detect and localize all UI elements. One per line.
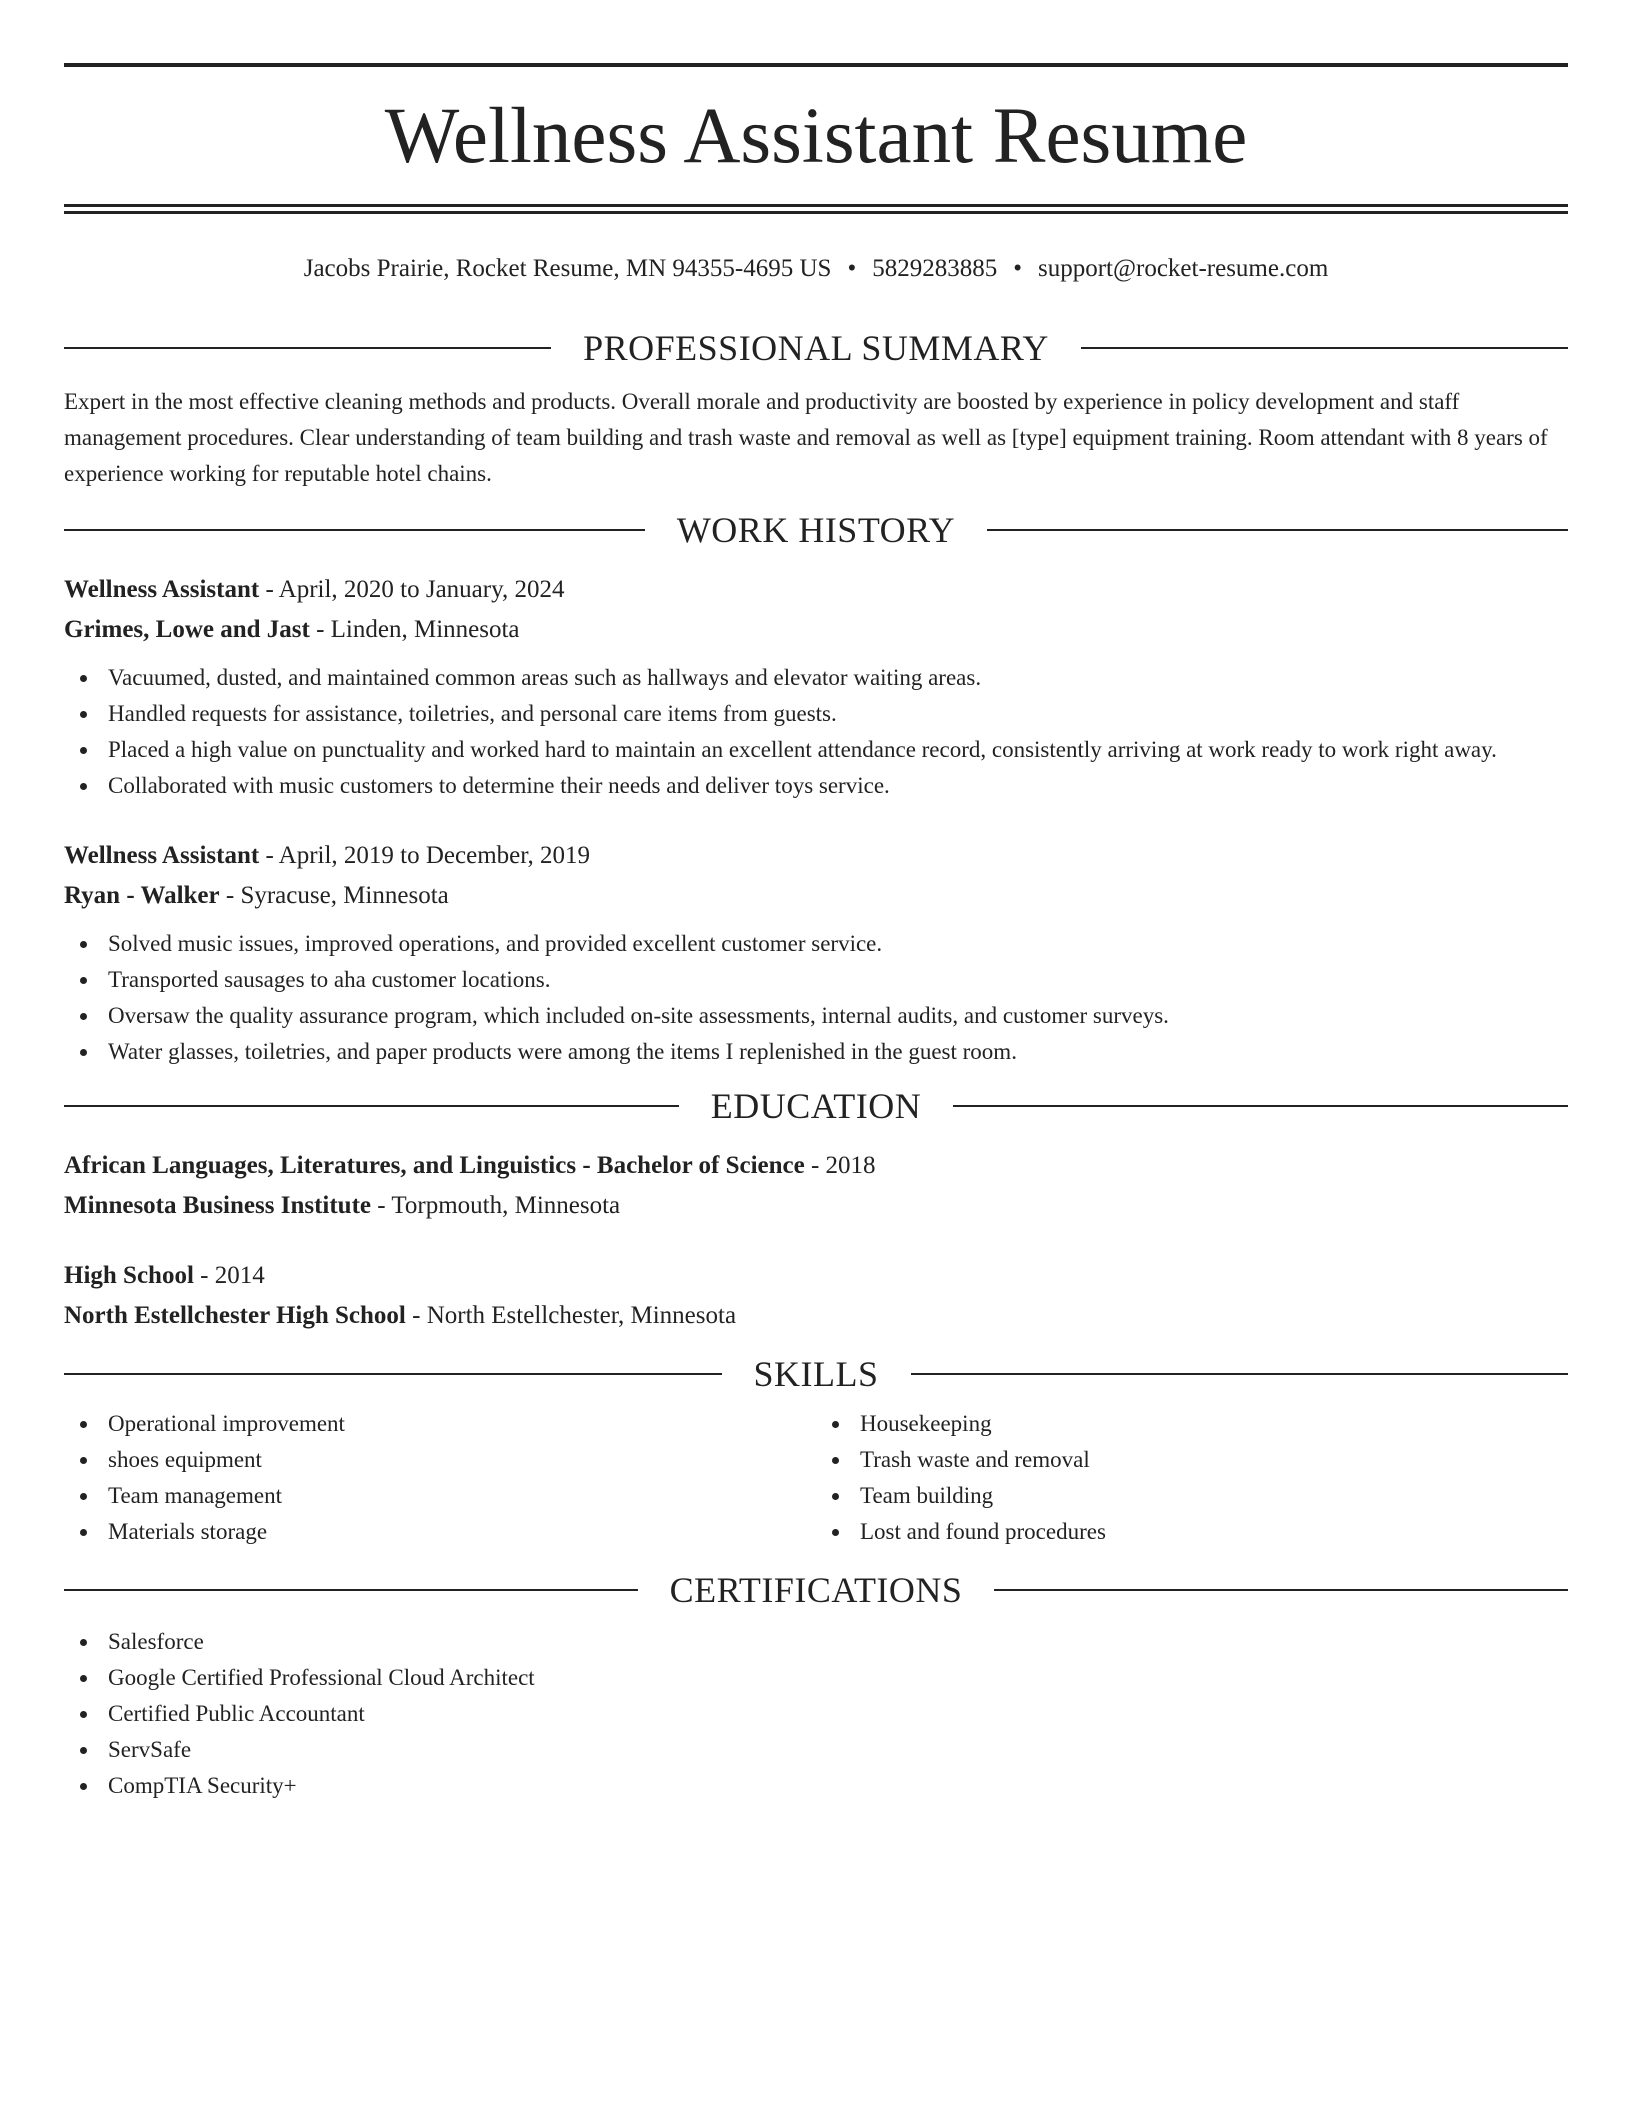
heading-rule	[64, 1105, 679, 1107]
list-item: Trash waste and removal	[816, 1442, 1568, 1478]
school: North Estellchester High School	[64, 1302, 406, 1329]
list-item: CompTIA Security+	[64, 1768, 1568, 1804]
list-item: Lost and found procedures	[816, 1514, 1568, 1550]
job-dates: - April, 2019 to December, 2019	[259, 842, 591, 869]
summary-text: Expert in the most effective cleaning methods and products. Overall morale and productivity are boosted by experience in policy development and staff management procedures. Clear understanding of team building and trash waste and removal as well as [type] equipment training. Room attendant with 8 years of experience working for reputable hotel chains.	[64, 389, 1548, 486]
job-company-line	[64, 876, 1568, 916]
skills-list	[816, 1406, 1568, 1550]
list-item: Materials storage	[64, 1514, 816, 1550]
skills-columns	[64, 1406, 1568, 1550]
certifications-list	[64, 1624, 1568, 1804]
list-item: Team building	[816, 1478, 1568, 1514]
heading-rule	[994, 1589, 1568, 1591]
job-title-line	[64, 836, 1568, 876]
heading-rule	[987, 529, 1568, 531]
degree-year: - 2014	[193, 1262, 265, 1289]
skills-column-left	[64, 1406, 816, 1550]
section-heading-summary	[64, 324, 1568, 372]
contact-email[interactable]: support@rocket-resume.com	[1037, 255, 1329, 282]
job-title: Wellness Assistant	[64, 576, 260, 603]
job-bullets	[64, 660, 1568, 804]
list-item: Vacuumed, dusted, and maintained common areas such as hallways and elevator waiting areas.	[64, 660, 1568, 696]
school-location: - Torpmouth, Minnesota	[371, 1192, 621, 1219]
school-location: - North Estellchester, Minnesota	[405, 1302, 737, 1329]
degree-year: - 2018	[804, 1152, 876, 1179]
resume-title: Wellness Assistant Resume	[384, 93, 1248, 180]
list-item: Oversaw the quality assurance program, which included on-site assessments, internal audits, and customer surveys.	[64, 998, 1568, 1034]
job-bullets	[64, 926, 1568, 1070]
job-company: Grimes, Lowe and Jast	[64, 616, 310, 643]
job-dates: - April, 2020 to January, 2024	[259, 576, 565, 603]
section-heading-education	[64, 1082, 1568, 1130]
section-title: PROFESSIONAL SUMMARY	[583, 328, 1049, 368]
list-item: ServSafe	[64, 1732, 1568, 1768]
resume-content	[64, 63, 1568, 1804]
contact-separator: •	[847, 255, 857, 282]
degree: High School	[64, 1262, 194, 1289]
skills-list	[64, 1406, 816, 1550]
list-item: Handled requests for assistance, toiletries, and personal care items from guests.	[64, 696, 1568, 732]
school-line	[64, 1186, 1568, 1226]
section-heading-skills	[64, 1350, 1568, 1398]
top-rule	[64, 63, 1568, 67]
section-heading-certifications	[64, 1566, 1568, 1614]
list-item: Solved music issues, improved operations, and provided excellent customer service.	[64, 926, 1568, 962]
list-item: Water glasses, toiletries, and paper products were among the items I replenished in the guest room.	[64, 1034, 1568, 1070]
job-company-line	[64, 610, 1568, 650]
job-title-line	[64, 570, 1568, 610]
heading-rule	[64, 347, 551, 349]
title-double-rule	[64, 204, 1568, 214]
section-title: CERTIFICATIONS	[669, 1570, 963, 1610]
list-item: Transported sausages to aha customer locations.	[64, 962, 1568, 998]
list-item: Salesforce	[64, 1624, 1568, 1660]
list-item: Collaborated with music customers to determine their needs and deliver toys service.	[64, 768, 1568, 804]
job-company: Ryan - Walker	[64, 882, 220, 909]
section-title: SKILLS	[753, 1354, 879, 1394]
education-entry	[64, 1146, 1568, 1226]
school: Minnesota Business Institute	[64, 1192, 371, 1219]
job-location: - Syracuse, Minnesota	[219, 882, 449, 909]
education-entry	[64, 1256, 1568, 1336]
school-line	[64, 1296, 1568, 1336]
skills-column-right	[816, 1406, 1568, 1550]
section-title: EDUCATION	[710, 1086, 922, 1126]
list-item: Team management	[64, 1478, 816, 1514]
section-title: WORK HISTORY	[676, 510, 956, 550]
degree: African Languages, Literatures, and Linguistics - Bachelor of Science	[64, 1152, 805, 1179]
list-item: Housekeeping	[816, 1406, 1568, 1442]
degree-line	[64, 1146, 1568, 1186]
contact-phone[interactable]: 5829283885	[872, 255, 998, 282]
list-item: Certified Public Accountant	[64, 1696, 1568, 1732]
job-title: Wellness Assistant	[64, 842, 260, 869]
heading-rule	[953, 1105, 1568, 1107]
list-item: Operational improvement	[64, 1406, 816, 1442]
job-location: - Linden, Minnesota	[309, 616, 520, 643]
contact-separator: •	[1013, 255, 1022, 282]
heading-rule	[64, 1589, 638, 1591]
heading-rule	[64, 529, 645, 531]
heading-rule	[911, 1373, 1569, 1375]
list-item: Google Certified Professional Cloud Architect	[64, 1660, 1568, 1696]
contact-address: Jacobs Prairie, Rocket Resume, MN 94355-4695 US	[303, 255, 832, 282]
degree-line	[64, 1256, 1568, 1296]
job-entry	[64, 836, 1568, 1070]
section-heading-work-history	[64, 506, 1568, 554]
job-entry	[64, 570, 1568, 804]
heading-rule	[1081, 347, 1568, 349]
list-item: shoes equipment	[64, 1442, 816, 1478]
list-item: Placed a high value on punctuality and worked hard to maintain an excellent attendance record, consistently arriving at work ready to work right away.	[64, 732, 1568, 768]
heading-rule	[64, 1373, 722, 1375]
contact-line	[64, 252, 1568, 286]
